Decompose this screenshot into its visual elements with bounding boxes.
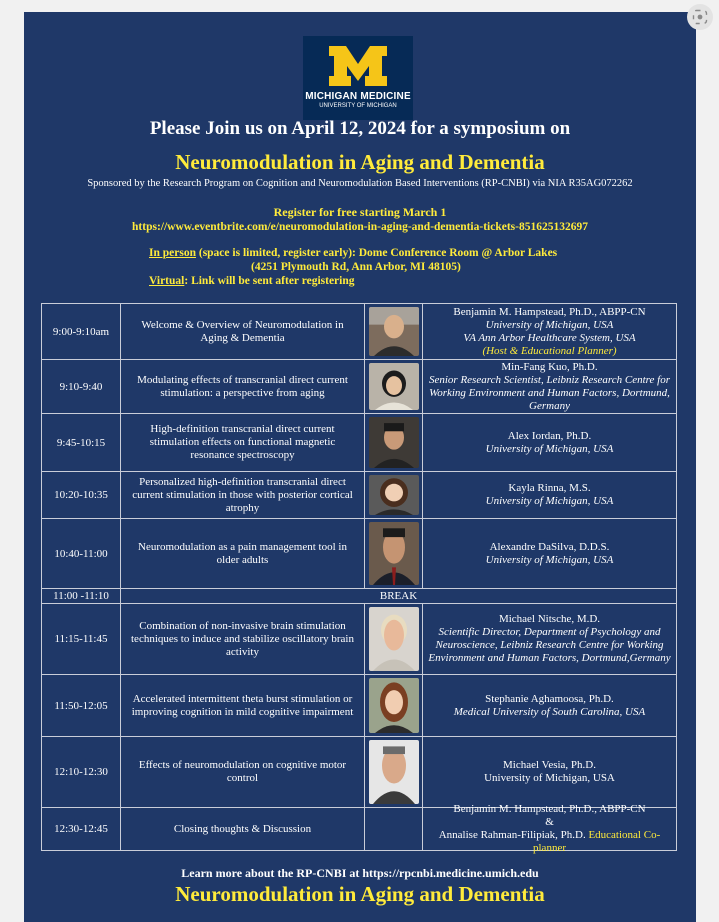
speaker-portrait-icon bbox=[369, 522, 419, 585]
row-time: 9:00-9:10am bbox=[42, 304, 121, 359]
break-row bbox=[42, 589, 676, 604]
speaker-info bbox=[423, 737, 676, 807]
table-row bbox=[42, 604, 676, 675]
table-row bbox=[42, 360, 676, 414]
speaker-name: Alex Iordan, Ph.D. bbox=[507, 429, 592, 442]
speaker-portrait-icon bbox=[369, 678, 419, 733]
sponsor-line: Sponsored by the Research Program on Cognition and Neuromodulation Based Interventions (RP-CNBI) via NIA R35AG072262 bbox=[87, 178, 633, 189]
registration-link[interactable]: https://www.eventbrite.com/e/neuromodulation-in-aging-and-dementia-tickets-851625132697 bbox=[132, 221, 588, 233]
table-row bbox=[42, 472, 676, 519]
row-time: 10:20-10:35 bbox=[42, 472, 121, 518]
virtual-text: : Link will be sent after registering bbox=[184, 275, 355, 287]
speaker-role: Educational Co-planner bbox=[533, 829, 661, 854]
visual-search-button[interactable] bbox=[687, 4, 713, 30]
speaker-photo bbox=[365, 604, 423, 674]
speaker-ampersand: & bbox=[545, 816, 554, 828]
speaker-info bbox=[423, 675, 676, 736]
row-topic: Effects of neuromodulation on cognitive motor control bbox=[121, 737, 365, 807]
footer-note: Learn more about the RP-CNBI at https://rpcnbi.medicine.umich.edu bbox=[181, 866, 539, 880]
speaker-affiliation: Medical University of South Carolina, USA bbox=[453, 705, 646, 718]
headline: Please Join us on April 12, 2024 for a symposium on bbox=[149, 118, 571, 139]
row-topic: Neuromodulation as a pain management tool in older adults bbox=[121, 519, 365, 588]
row-time: 9:45-10:15 bbox=[42, 414, 121, 471]
block-m-icon bbox=[327, 44, 389, 88]
in-person-label: In person bbox=[149, 247, 196, 259]
row-topic: Accelerated intermittent theta burst stimulation or improving cognition in mild cognitive impairment bbox=[121, 675, 365, 736]
speaker-info bbox=[423, 472, 676, 518]
speaker-portrait-icon bbox=[369, 475, 419, 515]
agenda-table bbox=[41, 303, 677, 854]
speaker-info bbox=[423, 803, 676, 854]
venue-address: (4251 Plymouth Rd, Ann Arbor, MI 48105) bbox=[251, 261, 461, 273]
row-time: 9:10-9:40 bbox=[42, 360, 121, 413]
speaker-photo bbox=[365, 737, 423, 807]
speaker-info bbox=[423, 360, 676, 413]
row-topic: Personalized high-definition transcranial direct current stimulation in those with posterior cortical atrophy bbox=[121, 472, 365, 518]
table-row bbox=[42, 675, 676, 737]
speaker-name: Min-Fang Kuo, Ph.D. bbox=[501, 360, 598, 373]
in-person-text: (space is limited, register early): Dome Conference Room @ Arbor Lakes bbox=[195, 247, 558, 259]
row-topic: Closing thoughts & Discussion bbox=[121, 808, 365, 850]
speaker-role: (Host & Educational Planner) bbox=[482, 344, 617, 357]
table-row bbox=[42, 414, 676, 472]
table-row bbox=[42, 519, 676, 589]
flyer bbox=[24, 12, 696, 922]
speaker-photo-empty bbox=[365, 808, 423, 850]
venue-info bbox=[149, 246, 557, 288]
speaker-name: Stephanie Aghamoosa, Ph.D. bbox=[485, 692, 614, 705]
row-time: 12:10-12:30 bbox=[42, 737, 121, 807]
row-time: 11:50-12:05 bbox=[42, 675, 121, 736]
symposium-title: Neuromodulation in Aging and Dementia bbox=[175, 150, 545, 174]
speaker-affiliation: University of Michigan, USA bbox=[485, 318, 614, 331]
register-line: Register for free starting March 1 bbox=[273, 205, 447, 219]
speaker-name: Michael Vesia, Ph.D. bbox=[503, 759, 596, 771]
table-row bbox=[42, 304, 676, 360]
speaker-portrait-icon bbox=[369, 307, 419, 356]
speaker-name: Michael Nitsche, M.D. bbox=[498, 613, 601, 625]
speaker-photo bbox=[365, 304, 423, 359]
speaker-portrait-icon bbox=[369, 740, 419, 804]
speaker-portrait-icon bbox=[369, 417, 419, 468]
speaker-affiliation: University of Michigan, USA bbox=[485, 442, 614, 455]
speaker-info bbox=[423, 304, 676, 359]
table-row bbox=[42, 737, 676, 808]
speaker-affiliation: Scientific Director, Department of Psychology and Neuroscience, Leibniz Research Centre for Working Environment and Human Factors, Dortmund,Germany bbox=[428, 626, 671, 664]
break-time: 11:00 -11:10 bbox=[42, 589, 121, 603]
speaker-photo bbox=[365, 414, 423, 471]
virtual-label: Virtual bbox=[149, 275, 185, 287]
break-label: BREAK bbox=[379, 590, 418, 602]
speaker-name: Alexandre DaSilva, D.D.S. bbox=[489, 540, 610, 553]
speaker-photo bbox=[365, 519, 423, 588]
row-topic: Welcome & Overview of Neuromodulation in Aging & Dementia bbox=[121, 304, 365, 359]
speaker-photo bbox=[365, 360, 423, 413]
speaker-affiliation: University of Michigan, USA bbox=[484, 772, 615, 784]
row-time: 10:40-11:00 bbox=[42, 519, 121, 588]
speaker-name: Benjamin M. Hampstead, Ph.D., ABPP-CN bbox=[453, 305, 646, 318]
speaker-info bbox=[423, 519, 676, 588]
row-topic: Modulating effects of transcranial direct current stimulation: a perspective from aging bbox=[121, 360, 365, 413]
speaker-affiliation: Senior Research Scientist, Leibniz Research Centre for Working Environment and Human Factors, Dortmund, Germany bbox=[428, 373, 671, 412]
speaker-name-2-text: Annalise Rahman-Filipiak, Ph.D. bbox=[438, 829, 586, 841]
row-topic: High-definition transcranial direct current stimulation effects on functional magnetic resonance spectroscopy bbox=[121, 414, 365, 471]
speaker-info bbox=[423, 414, 676, 471]
speaker-name: Kayla Rinna, M.S. bbox=[508, 482, 591, 494]
speaker-portrait-icon bbox=[369, 607, 419, 671]
michigan-medicine-logo bbox=[303, 36, 413, 120]
speaker-portrait-icon bbox=[369, 363, 419, 410]
speaker-info bbox=[423, 604, 676, 674]
logo-name: MICHIGAN MEDICINE bbox=[305, 91, 411, 102]
row-time: 11:15-11:45 bbox=[42, 604, 121, 674]
table-row bbox=[42, 803, 676, 854]
row-time: 12:30-12:45 bbox=[42, 808, 121, 850]
speaker-affiliation: University of Michigan, USA bbox=[485, 553, 614, 566]
speaker-name-2 bbox=[427, 829, 672, 855]
speaker-name: Benjamin M. Hampstead, Ph.D., ABPP-CN bbox=[453, 803, 646, 815]
speaker-photo bbox=[365, 675, 423, 736]
speaker-photo bbox=[365, 472, 423, 518]
lens-icon bbox=[692, 9, 708, 25]
row-topic: Combination of non-invasive brain stimulation techniques to induce and stabilize oscillatory brain activity bbox=[121, 604, 365, 674]
logo-subname: UNIVERSITY OF MICHIGAN bbox=[319, 103, 397, 109]
speaker-affiliation-2: VA Ann Arbor Healthcare System, USA bbox=[463, 331, 636, 344]
footer-title: Neuromodulation in Aging and Dementia bbox=[175, 882, 545, 906]
speaker-affiliation: University of Michigan, USA bbox=[485, 495, 614, 507]
